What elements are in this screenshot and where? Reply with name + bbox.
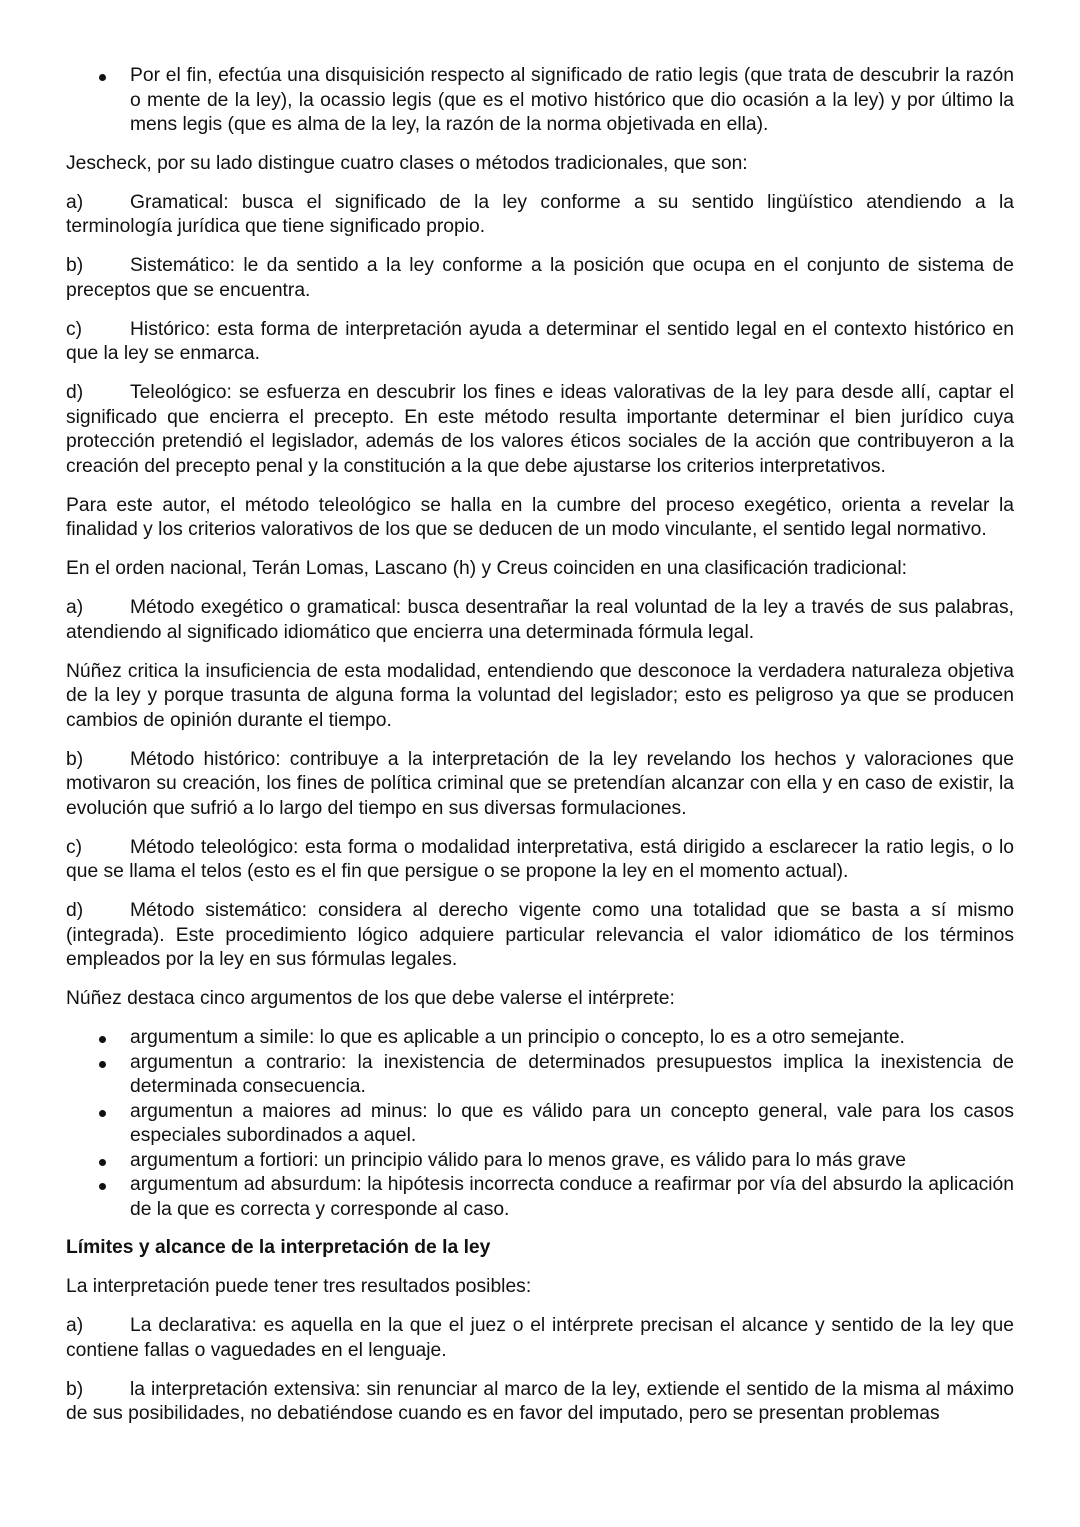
item-letter: b) bbox=[66, 255, 84, 276]
list-item bbox=[130, 1173, 1014, 1222]
bullet-list-argumentos bbox=[66, 1026, 1014, 1222]
list-item bbox=[130, 64, 1014, 138]
item-text: La declarativa: es aquella en la que el juez o el intérprete precisan el alcance y sentido de la ley que contiene fallas o vaguedades en el lenguaje. bbox=[66, 1315, 1014, 1361]
bullet-icon bbox=[99, 1183, 106, 1190]
item-letter: b) bbox=[66, 1378, 84, 1400]
list-item bbox=[66, 318, 1014, 367]
list-item bbox=[66, 596, 1014, 645]
list-item-text: argumentun a contrario: la inexistencia de determinados presupuestos implica la inexistencia de determinada consecuencia. bbox=[130, 1051, 1014, 1097]
paragraph-nacional-intro: En el orden nacional, Terán Lomas, Lascano (h) y Creus coinciden en una clasificación tradicional: bbox=[66, 558, 908, 579]
item-text: la interpretación extensiva: sin renunciar al marco de la ley, extiende el sentido de la misma al máximo de sus posibilidades, no debatiéndose cuando es en favor del imputado, pero se presentan problemas bbox=[66, 1378, 1014, 1424]
item-letter: c) bbox=[66, 318, 83, 340]
paragraph-jescheck-intro: Jescheck, por su lado distingue cuatro clases o métodos tradicionales, que son: bbox=[66, 152, 748, 174]
item-letter: a) bbox=[66, 191, 84, 213]
list-item-text: argumentun a maiores ad minus: lo que es válido para un concepto general, vale para los casos especiales subordinados a aquel. bbox=[130, 1100, 1014, 1146]
item-letter: b) bbox=[66, 748, 84, 770]
list-item bbox=[66, 1378, 1014, 1427]
paragraph-jescheck-closing: Para este autor, el método teleológico se halla en la cumbre del proceso exegético, orienta a revelar la finalidad y los criterios valorativos de los que se deducen de un modo vinculante, el sentido legal normativo. bbox=[66, 494, 1014, 540]
list-item bbox=[66, 191, 1014, 240]
item-text: Histórico: esta forma de interpretación ayuda a determinar el sentido legal en el contexto histórico en que la ley se enmarca. bbox=[66, 318, 1014, 364]
item-letter: a) bbox=[66, 1315, 84, 1336]
bullet-icon bbox=[99, 1110, 106, 1117]
list-item-text: argumentum a simile: lo que es aplicable a un principio o concepto, lo es a otro semejante. bbox=[130, 1027, 905, 1048]
item-letter: d) bbox=[66, 382, 84, 403]
list-item-text: Por el fin, efectúa una disquisición respecto al significado de ratio legis (que trata de descubrir la razón o mente de la ley), la ocassio legis (que es el motivo histórico que dio ocasión a la ley) y por último la mens legis (que es alma de la ley, la razón de la norma objetivada en ella). bbox=[130, 65, 1014, 135]
bullet-icon bbox=[99, 1159, 106, 1166]
paragraph-argumentos-intro: Núñez destaca cinco argumentos de los que debe valerse el intérprete: bbox=[66, 988, 675, 1009]
item-letter: d) bbox=[66, 900, 84, 921]
section-heading: Límites y alcance de la interpretación de la ley bbox=[66, 1237, 491, 1258]
item-text: Sistemático: le da sentido a la ley conforme a la posición que ocupa en el conjunto de sistema de preceptos que se encuentra. bbox=[66, 255, 1014, 301]
list-item bbox=[66, 254, 1014, 303]
bullet-icon bbox=[99, 1061, 106, 1068]
list-item bbox=[130, 1100, 1014, 1149]
item-text: Método sistemático: considera al derecho vigente como una totalidad que se basta a sí mismo (integrada). Este procedimiento lógico adquiere particular relevancia el valor idiomático de los términos empleados por la ley en sus fórmulas legales. bbox=[66, 900, 1014, 970]
list-item bbox=[130, 1051, 1014, 1100]
list-item-text: argumentum ad absurdum: la hipótesis incorrecta conduce a reafirmar por vía del absurdo la aplicación de la que es correcta y corresponde al caso. bbox=[130, 1174, 1014, 1220]
item-letter: c) bbox=[66, 836, 83, 858]
item-text: Teleológico: se esfuerza en descubrir los fines e ideas valorativas de la ley para desde allí, captar el significado que encierra el precepto. En este método resulta importante determinar el bien jurídico cuya protección pretendió el legislador, además de los valores éticos sociales de la acción que contribuyeron a la creación del precepto penal y la constitución a la que debe ajustarse los criterios interpretativos. bbox=[66, 382, 1014, 477]
paragraph-limites-intro: La interpretación puede tener tres resultados posibles: bbox=[66, 1276, 532, 1297]
list-item bbox=[66, 748, 1014, 822]
list-item-text: argumentum a fortiori: un principio válido para lo menos grave, es válido para lo más grave bbox=[130, 1149, 906, 1171]
item-text: Método teleológico: esta forma o modalidad interpretativa, está dirigido a esclarecer la ratio legis, o lo que se llama el telos (esto es el fin que persigue o se propone la ley en el momento actual). bbox=[66, 836, 1014, 882]
item-text: Método histórico: contribuye a la interpretación de la ley revelando los hechos y valoraciones que motivaron su creación, los fines de política criminal que se pretendían alcanzar con ella y en caso de existir, la evolución que sufrió a lo largo del tiempo en sus diversas formulaciones. bbox=[66, 748, 1014, 819]
item-text: Gramatical: busca el significado de la ley conforme a su sentido lingüístico atendiendo a la terminología jurídica que tiene significado propio. bbox=[66, 191, 1014, 237]
list-item bbox=[66, 899, 1014, 973]
list-item bbox=[66, 1314, 1014, 1363]
item-letter: a) bbox=[66, 597, 84, 618]
list-item bbox=[130, 1026, 1014, 1051]
bullet-list-top bbox=[66, 64, 1014, 138]
item-text: Método exegético o gramatical: busca desentrañar la real voluntad de la ley a través de sus palabras, atendiendo al significado idiomático que encierra una determinada fórmula legal. bbox=[66, 597, 1014, 643]
paragraph-nunez-critica: Núñez critica la insuficiencia de esta modalidad, entendiendo que desconoce la verdadera naturaleza objetiva de la ley y porque trasunta de alguna forma la voluntad del legislador; esto es peligroso ya que se producen cambios de opinión durante el tiempo. bbox=[66, 660, 1014, 731]
list-item bbox=[130, 1149, 1014, 1174]
list-item bbox=[66, 381, 1014, 479]
bullet-icon bbox=[99, 1036, 106, 1043]
bullet-icon bbox=[99, 74, 106, 81]
list-item bbox=[66, 836, 1014, 885]
